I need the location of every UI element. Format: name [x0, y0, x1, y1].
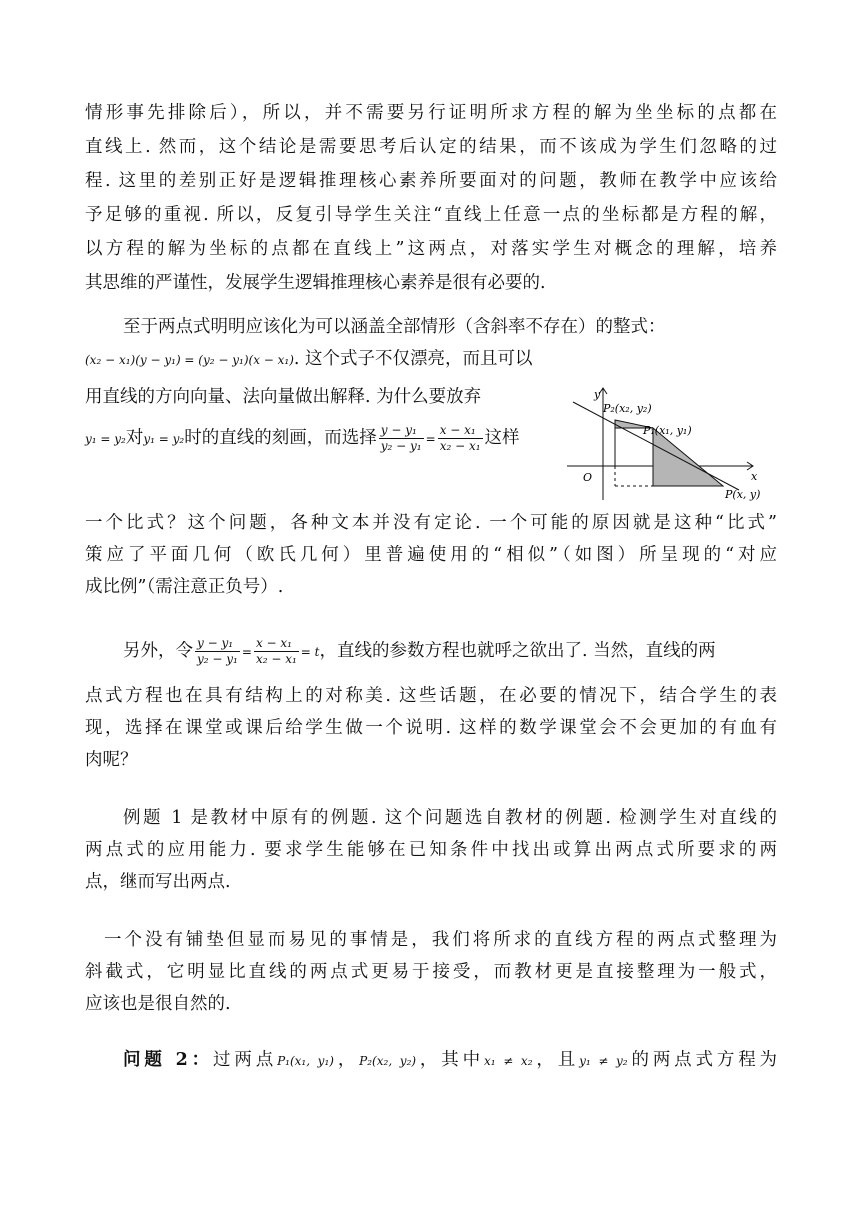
q2-cond-x: x₁ ≠ x₂ [483, 1054, 533, 1068]
para3-line1-text: ，直线的参数方程也就呼之欲出了. 当然，直线的两 [319, 641, 716, 661]
q2-text-5: 的两点式方程为 [627, 1050, 778, 1070]
para2-line6: 策应了平面几何（欧氏几何）里普遍使用的“相似”（如图）所呈现的“对应 [85, 545, 777, 565]
param-fraction-y [195, 636, 240, 667]
origin-label: O [583, 471, 593, 484]
para4-line1: 例题 1 是教材中原有的例题. 这个问题选自教材的例题. 检测学生对直线的 [123, 808, 777, 828]
para3-line1: 另外，令 $\frac{\text{y − y₁}}{\text{y₂ − y₁}}$ = $\frac{\text{x − x₁}}{\text{x₂ − x₁}}$ = t，直线的参数方程也就呼之欲出了. 当然，直线的两 [123, 636, 716, 666]
para2-line3: 用直线的方向向量、法向量做出解释. 为什么要放弃 [85, 387, 482, 407]
math-y1-eq-y2-b: y₁ = y₂ [143, 432, 185, 446]
para1-line3: 程. 这里的差别正好是逻辑推理核心素养所要面对的问题，教师在教学中应该给 [85, 171, 777, 191]
q2-point-p2: P₂(x₂, y₂) [359, 1054, 417, 1068]
x-axis-label: x [751, 470, 758, 483]
para2-text-dui: 对 [125, 428, 144, 448]
para4-line3: 点，继而写出两点. [85, 872, 231, 892]
para1-line5: 以方程的解为坐标的点都在直线上”这两点，对落实学生对概念的理解，培养 [85, 239, 777, 259]
integral-form-equation: (x₂ − x₁)(y − y₁) = (y₂ − y₁)(x − x₁) [85, 353, 294, 367]
para5-line1: 一个没有铺垫但显而易见的事情是，我们将所求的直线方程的两点式整理为 [104, 930, 777, 950]
q2-text-4: ，且 [532, 1050, 580, 1070]
frac-x-den: x₂ − x₁ [439, 439, 481, 453]
para2-line2 [85, 347, 555, 372]
param-frac-x-den: x₂ − x₁ [255, 652, 297, 666]
param-fraction-x [254, 636, 299, 667]
para3-line3: 现，选择在课堂或课后给学生做一个说明. 这样的数学课堂会不会更加的有血有 [85, 718, 777, 738]
frac-y-den: y₂ − y₁ [380, 439, 422, 453]
para3-line4: 肉呢？ [85, 750, 138, 770]
q2-cond-y: y₁ ≠ y₂ [579, 1054, 628, 1068]
para2-line5: 一个比式？这个问题，各种文本并没有定论. 一个可能的原因就是这种“比式” [85, 513, 777, 533]
para1-line1: 情形事先排除后），所以，并不需要另行证明所求方程的解为坐坐标的点都在 [85, 103, 777, 123]
math-y1-eq-y2: y₁ = y₂ [85, 432, 126, 446]
q2-text-3: ，其中 [416, 1050, 484, 1070]
para2-text-mid: 时的直线的刻画，而选择 [184, 428, 377, 448]
para4-line2: 两点式的应用能力. 要求学生能够在已知条件中找出或算出两点式所要求的两 [85, 840, 777, 860]
para2-line4: y₁ = y₂对y₁ = y₂时的直线的刻画，而选择 $\frac{\text{y − y₁}}{\text{y₂ − y₁}}$ = $\frac{\text{x − x₁}}{\text{x₂ − x₁}}$ 这样 [85, 423, 520, 453]
para2-line2-text: . 这个式子不仅漂亮，而且可以 [293, 349, 533, 369]
para5-line2: 斜截式，它明显比直线的两点式更易于接受，而教材更是直接整理为一般式， [85, 962, 777, 982]
question-2-line [123, 1048, 777, 1073]
para5-line3: 应该也是很自然的. [85, 994, 231, 1014]
para1-line4: 予足够的重视. 所以，反复引导学生关注“直线上任意一点的坐标都是方程的解， [85, 205, 777, 225]
ratio-fraction-x [438, 423, 483, 454]
para2-line7: 成比例”（需注意正负号）. [85, 577, 284, 597]
ratio-fraction-y [379, 423, 424, 454]
para2-line1: 至于两点式明明应该化为可以涵盖全部情形（含斜率不存在）的整式： [123, 317, 666, 337]
para1-line6: 其思维的严谨性，发展学生逻辑推理核心素养是很有必要的. [85, 273, 546, 293]
similar-triangles-figure [563, 384, 775, 502]
param-equals-t: = t [300, 645, 320, 659]
para3-line2: 点式方程也在具有结构上的对称美. 这些话题，在必要的情况下，结合学生的表 [85, 686, 777, 706]
param-frac-x-num: x − x₁ [254, 636, 299, 652]
p-label: P(x, y) [725, 488, 761, 501]
frac-y-num: y − y₁ [379, 423, 424, 439]
param-frac-y-num: y − y₁ [195, 636, 240, 652]
p2-label: P₂(x₂, y₂) [603, 402, 652, 415]
question-2-label: 问题 2： [123, 1050, 214, 1070]
p1-label: P₁(x₁, y₁) [643, 424, 692, 437]
para3-text-ling: 另外，令 [123, 641, 193, 661]
param-frac-y-den: y₂ − y₁ [197, 652, 238, 666]
q2-text-2: ， [333, 1050, 360, 1070]
frac-x-num: x − x₁ [438, 423, 483, 439]
q2-point-p1: P₁(x₁, y₁) [277, 1054, 334, 1068]
para1-line2: 直线上. 然而，这个结论是需要思考后认定的结果，而不该成为学生们忽略的过 [85, 137, 777, 157]
para2-text-end: 这样 [484, 428, 520, 448]
q2-text-1: 过两点 [213, 1050, 278, 1070]
y-axis-label: y [594, 388, 601, 401]
